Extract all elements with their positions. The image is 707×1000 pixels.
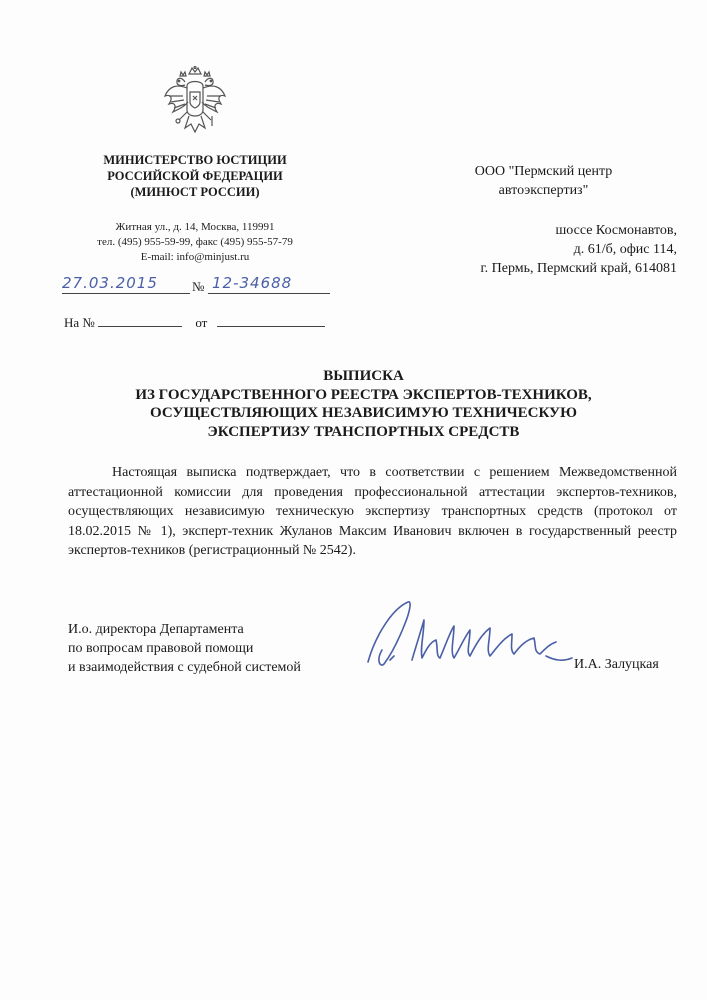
registration-date: 27.03.2015 bbox=[62, 274, 158, 292]
title-line-4: ЭКСПЕРТИЗУ ТРАНСПОРТНЫХ СРЕДСТВ bbox=[207, 423, 520, 440]
recipient-org-line-1: ООО "Пермский центр bbox=[474, 164, 613, 179]
title-line-2: ИЗ ГОСУДАРСТВЕННОГО РЕЕСТРА ЭКСПЕРТОВ-ТЕХНИКОВ, bbox=[135, 386, 592, 403]
ministry-line-2: РОССИЙСКОЙ ФЕДЕРАЦИИ bbox=[107, 169, 283, 183]
address-line-3: E-mail: info@minjust.ru bbox=[140, 251, 250, 263]
handwritten-signature bbox=[350, 590, 590, 680]
recipient-address-line-2: д. 61/б, офис 114, bbox=[573, 242, 677, 257]
ministry-line-1: МИНИСТЕРСТВО ЮСТИЦИИ bbox=[103, 153, 287, 167]
recipient-org-line-2: автоэкспертиз" bbox=[498, 183, 589, 198]
title-line-1: ВЫПИСКА bbox=[323, 368, 404, 384]
signer-position bbox=[68, 620, 301, 677]
address-line-2: тел. (495) 955-59-99, факс (495) 955-57-79 bbox=[97, 236, 293, 248]
recipient-address-line-3: г. Пермь, Пермский край, 614081 bbox=[480, 261, 677, 276]
reply-number-blank bbox=[98, 315, 182, 327]
document-title bbox=[90, 367, 637, 441]
number-underline bbox=[208, 293, 330, 294]
title-line-3: ОСУЩЕСТВЛЯЮЩИХ НЕЗАВИСИМУЮ ТЕХНИЧЕСКУЮ bbox=[150, 405, 577, 421]
coat-of-arms-icon bbox=[163, 66, 227, 138]
date-underline bbox=[62, 293, 190, 294]
signer-line-2: по вопросам правовой помощи bbox=[68, 641, 254, 656]
number-sign: № bbox=[192, 279, 205, 294]
reply-from-label: от bbox=[195, 315, 208, 330]
ministry-address bbox=[60, 220, 330, 265]
registration-line bbox=[62, 274, 342, 298]
address-line-1: Житная ул., д. 14, Москва, 119991 bbox=[115, 221, 275, 233]
body-paragraph: Настоящая выписка подтверждает, что в соответствии с решением Межведомственной аттестационной комиссии для проведения профессиональной аттестации экспертов-техников, осуществляющих независимую техническую экспертизу транспортных средств (протокол от 18.02.2015 № 1), эксперт-техник Жуланов Максим Иванович включен в государственный реестр экспертов-техников (регистрационный № 2542). bbox=[68, 465, 677, 558]
signer-line-3: и взаимодействия с судебной системой bbox=[68, 660, 301, 675]
reply-date-blank bbox=[217, 315, 325, 327]
ministry-name bbox=[70, 152, 320, 200]
signer-name: И.А. Залуцкая bbox=[574, 657, 659, 672]
ministry-line-3: (МИНЮСТ РОССИИ) bbox=[130, 185, 260, 199]
signer-line-1: И.о. директора Департамента bbox=[68, 622, 244, 637]
recipient-address-line-1: шоссе Космонавтов, bbox=[555, 223, 677, 238]
reply-label: На № bbox=[64, 315, 95, 330]
document-body bbox=[68, 463, 677, 561]
registration-number: 12-34688 bbox=[212, 274, 293, 292]
recipient-block bbox=[380, 162, 677, 278]
reply-reference-line bbox=[64, 315, 325, 331]
